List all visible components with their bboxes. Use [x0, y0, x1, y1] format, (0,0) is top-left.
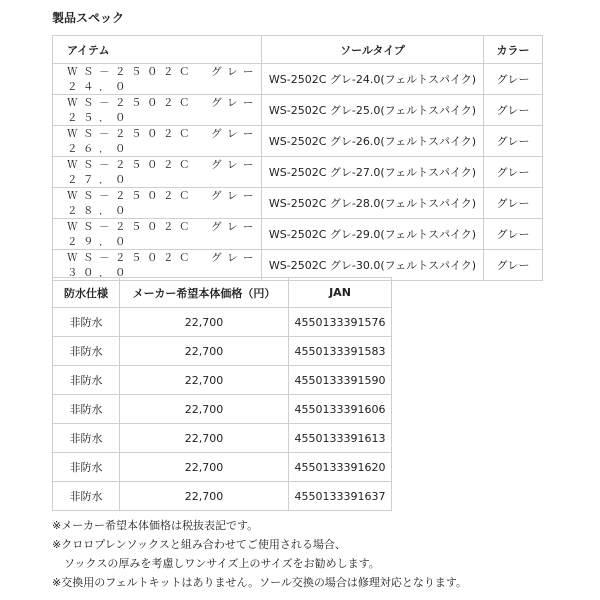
note-tax: ※メーカー希望本体価格は税抜表記です。: [52, 519, 259, 532]
header-sole-type: ソールタイプ: [262, 36, 484, 64]
price-cell: 22,700: [120, 482, 289, 511]
waterproof-cell: 非防水: [53, 424, 120, 453]
jan-cell: 4550133391637: [289, 482, 392, 511]
sole-cell: WS-2502C グレ-30.0(フェルトスパイク): [262, 250, 484, 281]
header-price: メーカー希望本体価格（円）: [120, 278, 289, 308]
jan-cell: 4550133391606: [289, 395, 392, 424]
table-row: [53, 95, 543, 126]
jan-cell: 4550133391620: [289, 453, 392, 482]
waterproof-cell: 非防水: [53, 453, 120, 482]
spec-table-item-sole-color: [52, 35, 543, 281]
header-waterproof: 防水仕様: [53, 278, 120, 308]
waterproof-cell: 非防水: [53, 337, 120, 366]
table-row: [53, 395, 392, 424]
jan-cell: 4550133391583: [289, 337, 392, 366]
table-row: [53, 424, 392, 453]
item-cell: ＷＳ－２５０２Ｃ グレー ２８．０: [53, 188, 262, 219]
item-cell: ＷＳ－２５０２Ｃ グレー ２９．０: [53, 219, 262, 250]
table-row: [53, 219, 543, 250]
color-cell: グレー: [484, 126, 543, 157]
table-row: [53, 308, 392, 337]
price-cell: 22,700: [120, 453, 289, 482]
item-cell: ＷＳ－２５０２Ｃ グレー ３０．０: [53, 250, 262, 281]
waterproof-cell: 非防水: [53, 482, 120, 511]
note-socks: ※クロロプレンソックスと組み合わせてご使用される場合、: [52, 538, 346, 551]
table-header-row: [53, 278, 392, 308]
price-cell: 22,700: [120, 337, 289, 366]
price-cell: 22,700: [120, 424, 289, 453]
sole-cell: WS-2502C グレ-28.0(フェルトスパイク): [262, 188, 484, 219]
color-cell: グレー: [484, 157, 543, 188]
jan-cell: 4550133391613: [289, 424, 392, 453]
notes-section: [52, 516, 467, 592]
waterproof-cell: 非防水: [53, 308, 120, 337]
item-cell: ＷＳ－２５０２Ｃ グレー ２７．０: [53, 157, 262, 188]
color-cell: グレー: [484, 64, 543, 95]
sole-cell: WS-2502C グレ-25.0(フェルトスパイク): [262, 95, 484, 126]
note-socks-continued: ソックスの厚みを考慮しワンサイズ上のサイズをお勧めします。: [64, 557, 380, 570]
table-row: [53, 188, 543, 219]
spec-table-waterproof-price-jan: [52, 277, 392, 511]
price-cell: 22,700: [120, 366, 289, 395]
waterproof-cell: 非防水: [53, 366, 120, 395]
table-row: [53, 453, 392, 482]
header-item: アイテム: [53, 36, 262, 64]
table-row: [53, 366, 392, 395]
header-jan: JAN: [289, 278, 392, 308]
price-cell: 22,700: [120, 395, 289, 424]
table-header-row: [53, 36, 543, 64]
table-row: [53, 337, 392, 366]
waterproof-cell: 非防水: [53, 395, 120, 424]
item-cell: ＷＳ－２５０２Ｃ グレー ２４．０: [53, 64, 262, 95]
table-row: [53, 157, 543, 188]
table-row: [53, 126, 543, 157]
color-cell: グレー: [484, 250, 543, 281]
sole-cell: WS-2502C グレ-24.0(フェルトスパイク): [262, 64, 484, 95]
table-row: [53, 482, 392, 511]
color-cell: グレー: [484, 188, 543, 219]
spec-heading: 製品スペック: [52, 11, 125, 25]
item-cell: ＷＳ－２５０２Ｃ グレー ２５．０: [53, 95, 262, 126]
table-row: [53, 250, 543, 281]
color-cell: グレー: [484, 219, 543, 250]
price-cell: 22,700: [120, 308, 289, 337]
jan-cell: 4550133391590: [289, 366, 392, 395]
color-cell: グレー: [484, 95, 543, 126]
sole-cell: WS-2502C グレ-26.0(フェルトスパイク): [262, 126, 484, 157]
header-color: カラー: [484, 36, 543, 64]
note-felt-kit: ※交換用のフェルトキットはありません。ソール交換の場合は修理対応となります。: [52, 576, 468, 589]
table-row: [53, 64, 543, 95]
sole-cell: WS-2502C グレ-29.0(フェルトスパイク): [262, 219, 484, 250]
item-cell: ＷＳ－２５０２Ｃ グレー ２６．０: [53, 126, 262, 157]
jan-cell: 4550133391576: [289, 308, 392, 337]
sole-cell: WS-2502C グレ-27.0(フェルトスパイク): [262, 157, 484, 188]
